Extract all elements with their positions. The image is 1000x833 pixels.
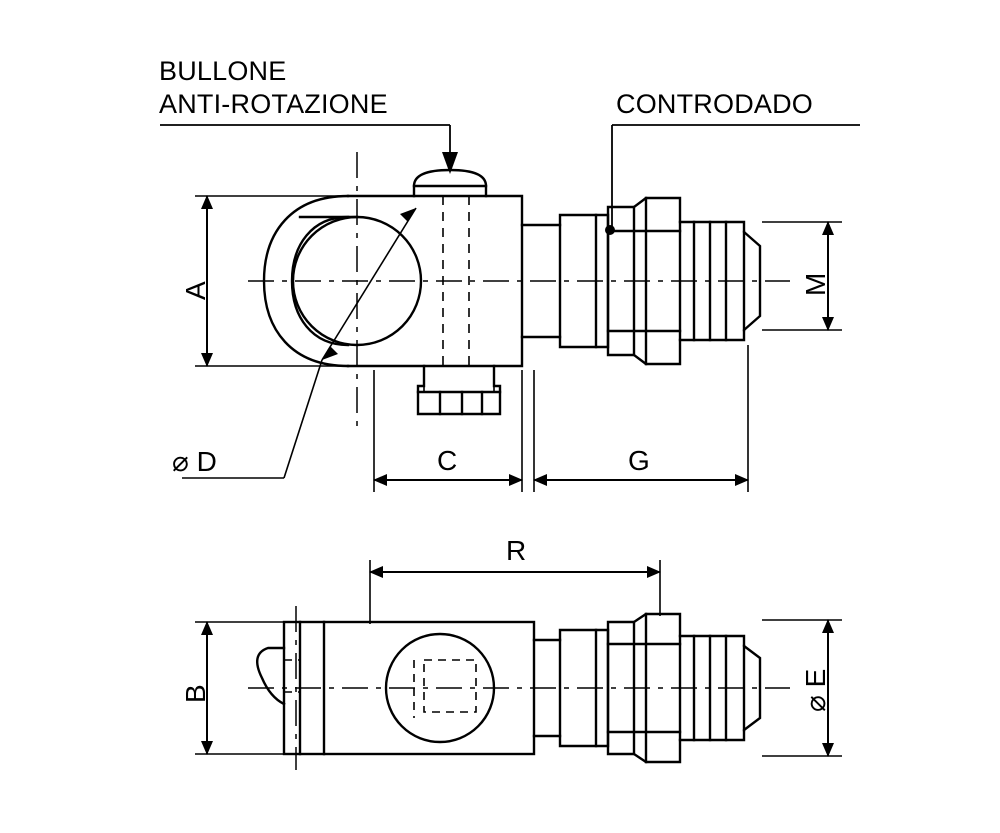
top-view-hidden-lines — [284, 660, 476, 718]
side-view-geometry — [264, 170, 760, 414]
dimension-label-E: ⌀ E — [800, 668, 831, 712]
annotation-leaders — [160, 125, 860, 235]
dimension-label-D: ⌀ D — [172, 446, 217, 477]
dimension-label-B: B — [180, 684, 211, 703]
annotation-bullone-line1: BULLONE — [159, 56, 287, 86]
dimension-label-R: R — [506, 535, 527, 566]
side-view-hidden-lines — [424, 196, 494, 392]
dimension-label-M: M — [800, 272, 831, 296]
top-view-center-lines — [248, 606, 790, 770]
dimension-label-G: G — [628, 445, 650, 476]
side-view-center-lines — [248, 152, 790, 430]
dimension-label-C: C — [437, 445, 458, 476]
annotation-bullone-line2: ANTI-ROTAZIONE — [159, 89, 388, 119]
dimension-label-A: A — [180, 281, 211, 300]
annotation-controdado: CONTRODADO — [616, 89, 813, 119]
